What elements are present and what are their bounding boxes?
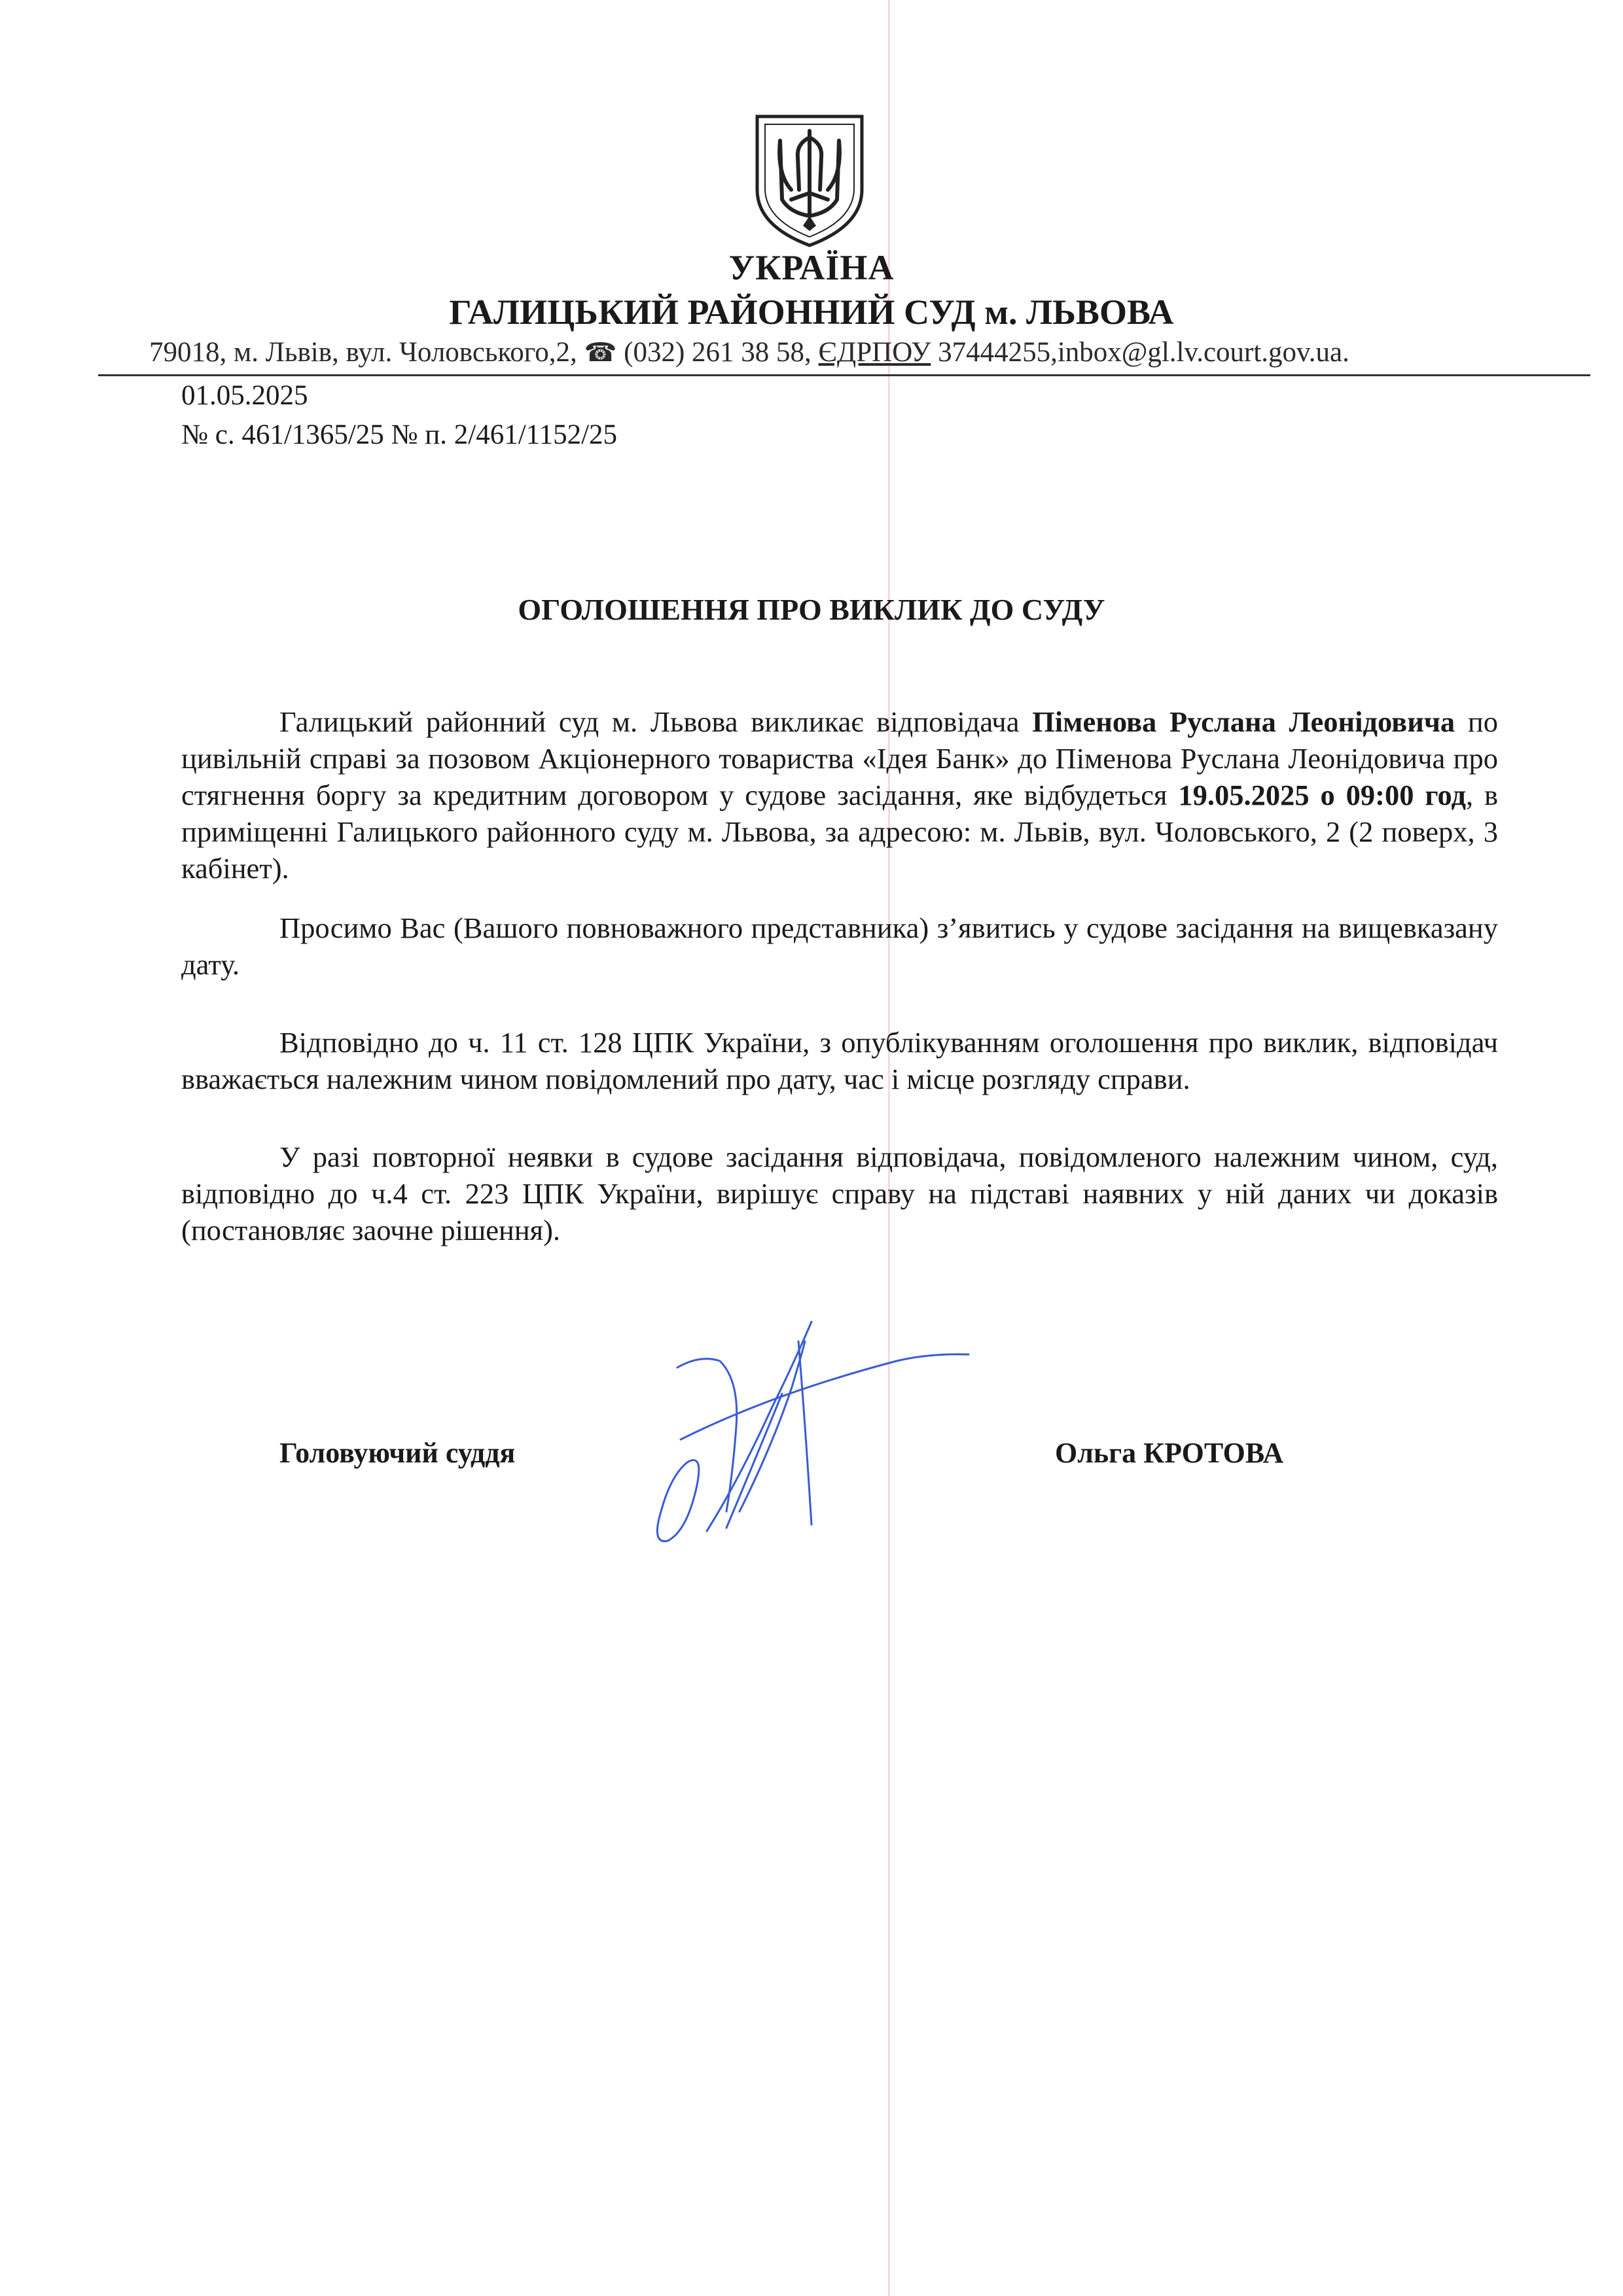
court-contacts — [149, 336, 1556, 368]
p3-text: Відповідно до ч. 11 ст. 128 ЦПК України, з опублікуванням оголошення про виклик, відповідач вважається належним чином повідомлений про дату, час і місце розгляду справи. — [181, 1026, 1498, 1095]
document-title: ОГОЛОШЕННЯ ПРО ВИКЛИК ДО СУДУ — [518, 593, 1105, 626]
p1-text-1: Галицький районний суд м. Львова викликає відповідача — [279, 705, 1033, 738]
p1-text-3: , в приміщенні Галицького районного суду м. Львова, за адресою: м. Львів, вул. Чоловського, 2 (2 поверх, 3 кабінет). — [181, 779, 1498, 885]
signer-role: Головуючий суддя — [279, 1437, 516, 1469]
paragraph-request — [181, 910, 1498, 983]
phone-icon: ☎ — [584, 338, 617, 367]
paragraph-legal-basis — [181, 1024, 1498, 1097]
case-numbers: № с. 461/1365/25 № п. 2/461/1152/25 — [181, 419, 618, 450]
p4-text: У разі повторної неявки в судове засідання відповідача, повідомленого належним чином, суд, відповідно до ч.4 ст. 223 ЦПК України, вирішує справу на підставі наявних у ній даних чи доказів (постановляє заочне рішення). — [181, 1140, 1498, 1246]
edrpou-label: ЄДРПОУ — [818, 337, 931, 368]
p1-text-2: по цивільній справі за позовом Акціонерного товариства «Ідея Банк» до Піменова Руслана Леонідовича про стягнення боргу за кредитним договором у судове засідання, яке відбудеться — [181, 705, 1498, 811]
coat-of-arms-icon — [751, 111, 868, 249]
paragraph-summons — [181, 703, 1498, 887]
p2-text: Просимо Вас (Вашого повноважного представника) з’явитись у судове засідання на вищевказану дату. — [181, 911, 1498, 981]
defendant-name: Піменова Руслана Леонідовича — [1032, 705, 1455, 738]
court-phone: (032) 261 38 58, — [624, 337, 819, 368]
paragraph-consequences — [181, 1139, 1498, 1248]
country-heading: УКРАЇНА — [728, 248, 895, 287]
signer-name: Ольга КРОТОВА — [1055, 1437, 1284, 1469]
hearing-datetime: 19.05.2025 о 09:00 год — [1178, 779, 1466, 811]
court-address: 79018, м. Львів, вул. Чоловського,2, — [149, 337, 584, 368]
court-name-heading: ГАЛИЦЬКИЙ РАЙОННИЙ СУД м. ЛЬВОВА — [449, 292, 1174, 332]
document-date: 01.05.2025 — [181, 380, 308, 411]
header-divider — [98, 374, 1590, 376]
edrpou-and-email: 37444255,inbox@gl.lv.court.gov.ua. — [931, 337, 1349, 368]
handwritten-signature — [641, 1315, 995, 1564]
